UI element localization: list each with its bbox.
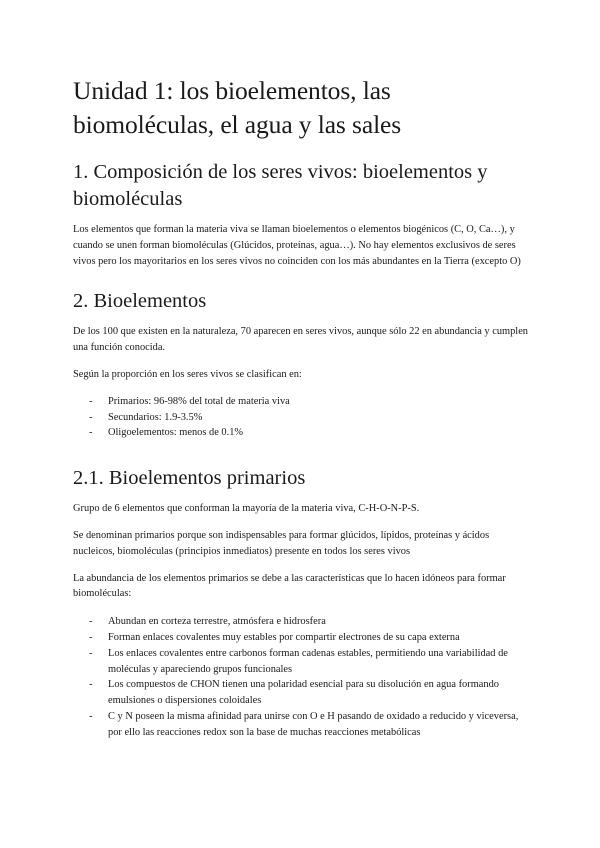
list-item-text: Secundarios: 1.9-3.5%	[108, 411, 203, 423]
paragraph-primarios-denominacion: Se denominan primarios porque son indispensables para formar glúcidos, lípidos, proteínas y ácidos nucleicos, biomoléculas (principios inmediatos) presente en todos los seres vivos	[73, 529, 490, 557]
list-item-text: Los compuestos de CHON tienen una polaridad esencial para su disolución en agua formando emulsiones o dispersiones coloidales	[108, 679, 499, 707]
list-item	[73, 709, 529, 741]
paragraph-primarios-abundancia: La abundancia de los elementos primarios se debe a las características que lo hacen idóneos para formar biomoléculas:	[73, 572, 506, 600]
document-page	[73, 74, 529, 741]
list-item-text: Primarios: 96-98% del total de materia viva	[108, 395, 290, 407]
list-item-text: Oligoelementos: menos de 0.1%	[108, 427, 244, 439]
document-title: Unidad 1: los bioelementos, las biomoléculas, el agua y las sales	[73, 76, 402, 139]
paragraph-primarios-grupo: Grupo de 6 elementos que conforman la mayoría de la materia viva, C-H-O-N-P-S.	[73, 503, 420, 515]
bioelementos-classification-list	[73, 394, 529, 441]
section-heading-bioelementos: 2. Bioelementos	[73, 290, 207, 313]
list-marker: -	[89, 616, 93, 628]
list-item	[73, 646, 529, 678]
list-item	[73, 425, 529, 441]
list-item-text: Los enlaces covalentes entre carbonos forman cadenas estables, permitiendo una variabilidad de moléculas y apareciendo grupos funcionales	[108, 647, 508, 675]
list-item	[73, 614, 529, 630]
list-item-text: Abundan en corteza terrestre, atmósfera e hidrosfera	[108, 616, 326, 628]
primarios-characteristics-list	[73, 614, 529, 740]
list-marker: -	[89, 679, 93, 691]
list-marker: -	[89, 647, 93, 659]
list-marker: -	[89, 395, 93, 407]
list-item	[73, 410, 529, 426]
list-marker: -	[89, 631, 93, 643]
section-heading-bioelementos-primarios: 2.1. Bioelementos primarios	[73, 467, 306, 490]
section-heading-composicion: 1. Composición de los seres vivos: bioelementos y biomoléculas	[73, 161, 488, 210]
list-marker: -	[89, 427, 93, 439]
list-item	[73, 677, 529, 709]
list-marker: -	[89, 710, 93, 722]
paragraph-bioelementos-intro: De los 100 que existen en la naturaleza, 70 aparecen en seres vivos, aunque sólo 22 en abundancia y cumplen una función conocida.	[73, 326, 529, 354]
list-item-text: C y N poseen la misma afinidad para unirse con O e H pasando de oxidado a reducido y viceversa, por ello las reacciones redox son la base de muchas reacciones metabólicas	[108, 710, 519, 738]
paragraph-bioelementos-clasificacion: Según la proporción en los seres vivos se clasifican en:	[73, 368, 302, 380]
list-item-text: Forman enlaces covalentes muy estables por compartir electrones de su capa externa	[108, 631, 460, 643]
paragraph-composicion: Los elementos que forman la materia viva se llaman bioelementos o elementos biogénicos (C, O, Ca…), y cuando se unen forman biomoléculas (Glúcidos, proteínas, agua…). No hay elementos exclusivos de seres vivos pero los mayoritarios en los seres vivos no coinciden con los más abundantes en la Tierra (excepto O)	[73, 224, 521, 267]
list-item	[73, 394, 529, 410]
list-marker: -	[89, 411, 93, 423]
list-item	[73, 630, 529, 646]
